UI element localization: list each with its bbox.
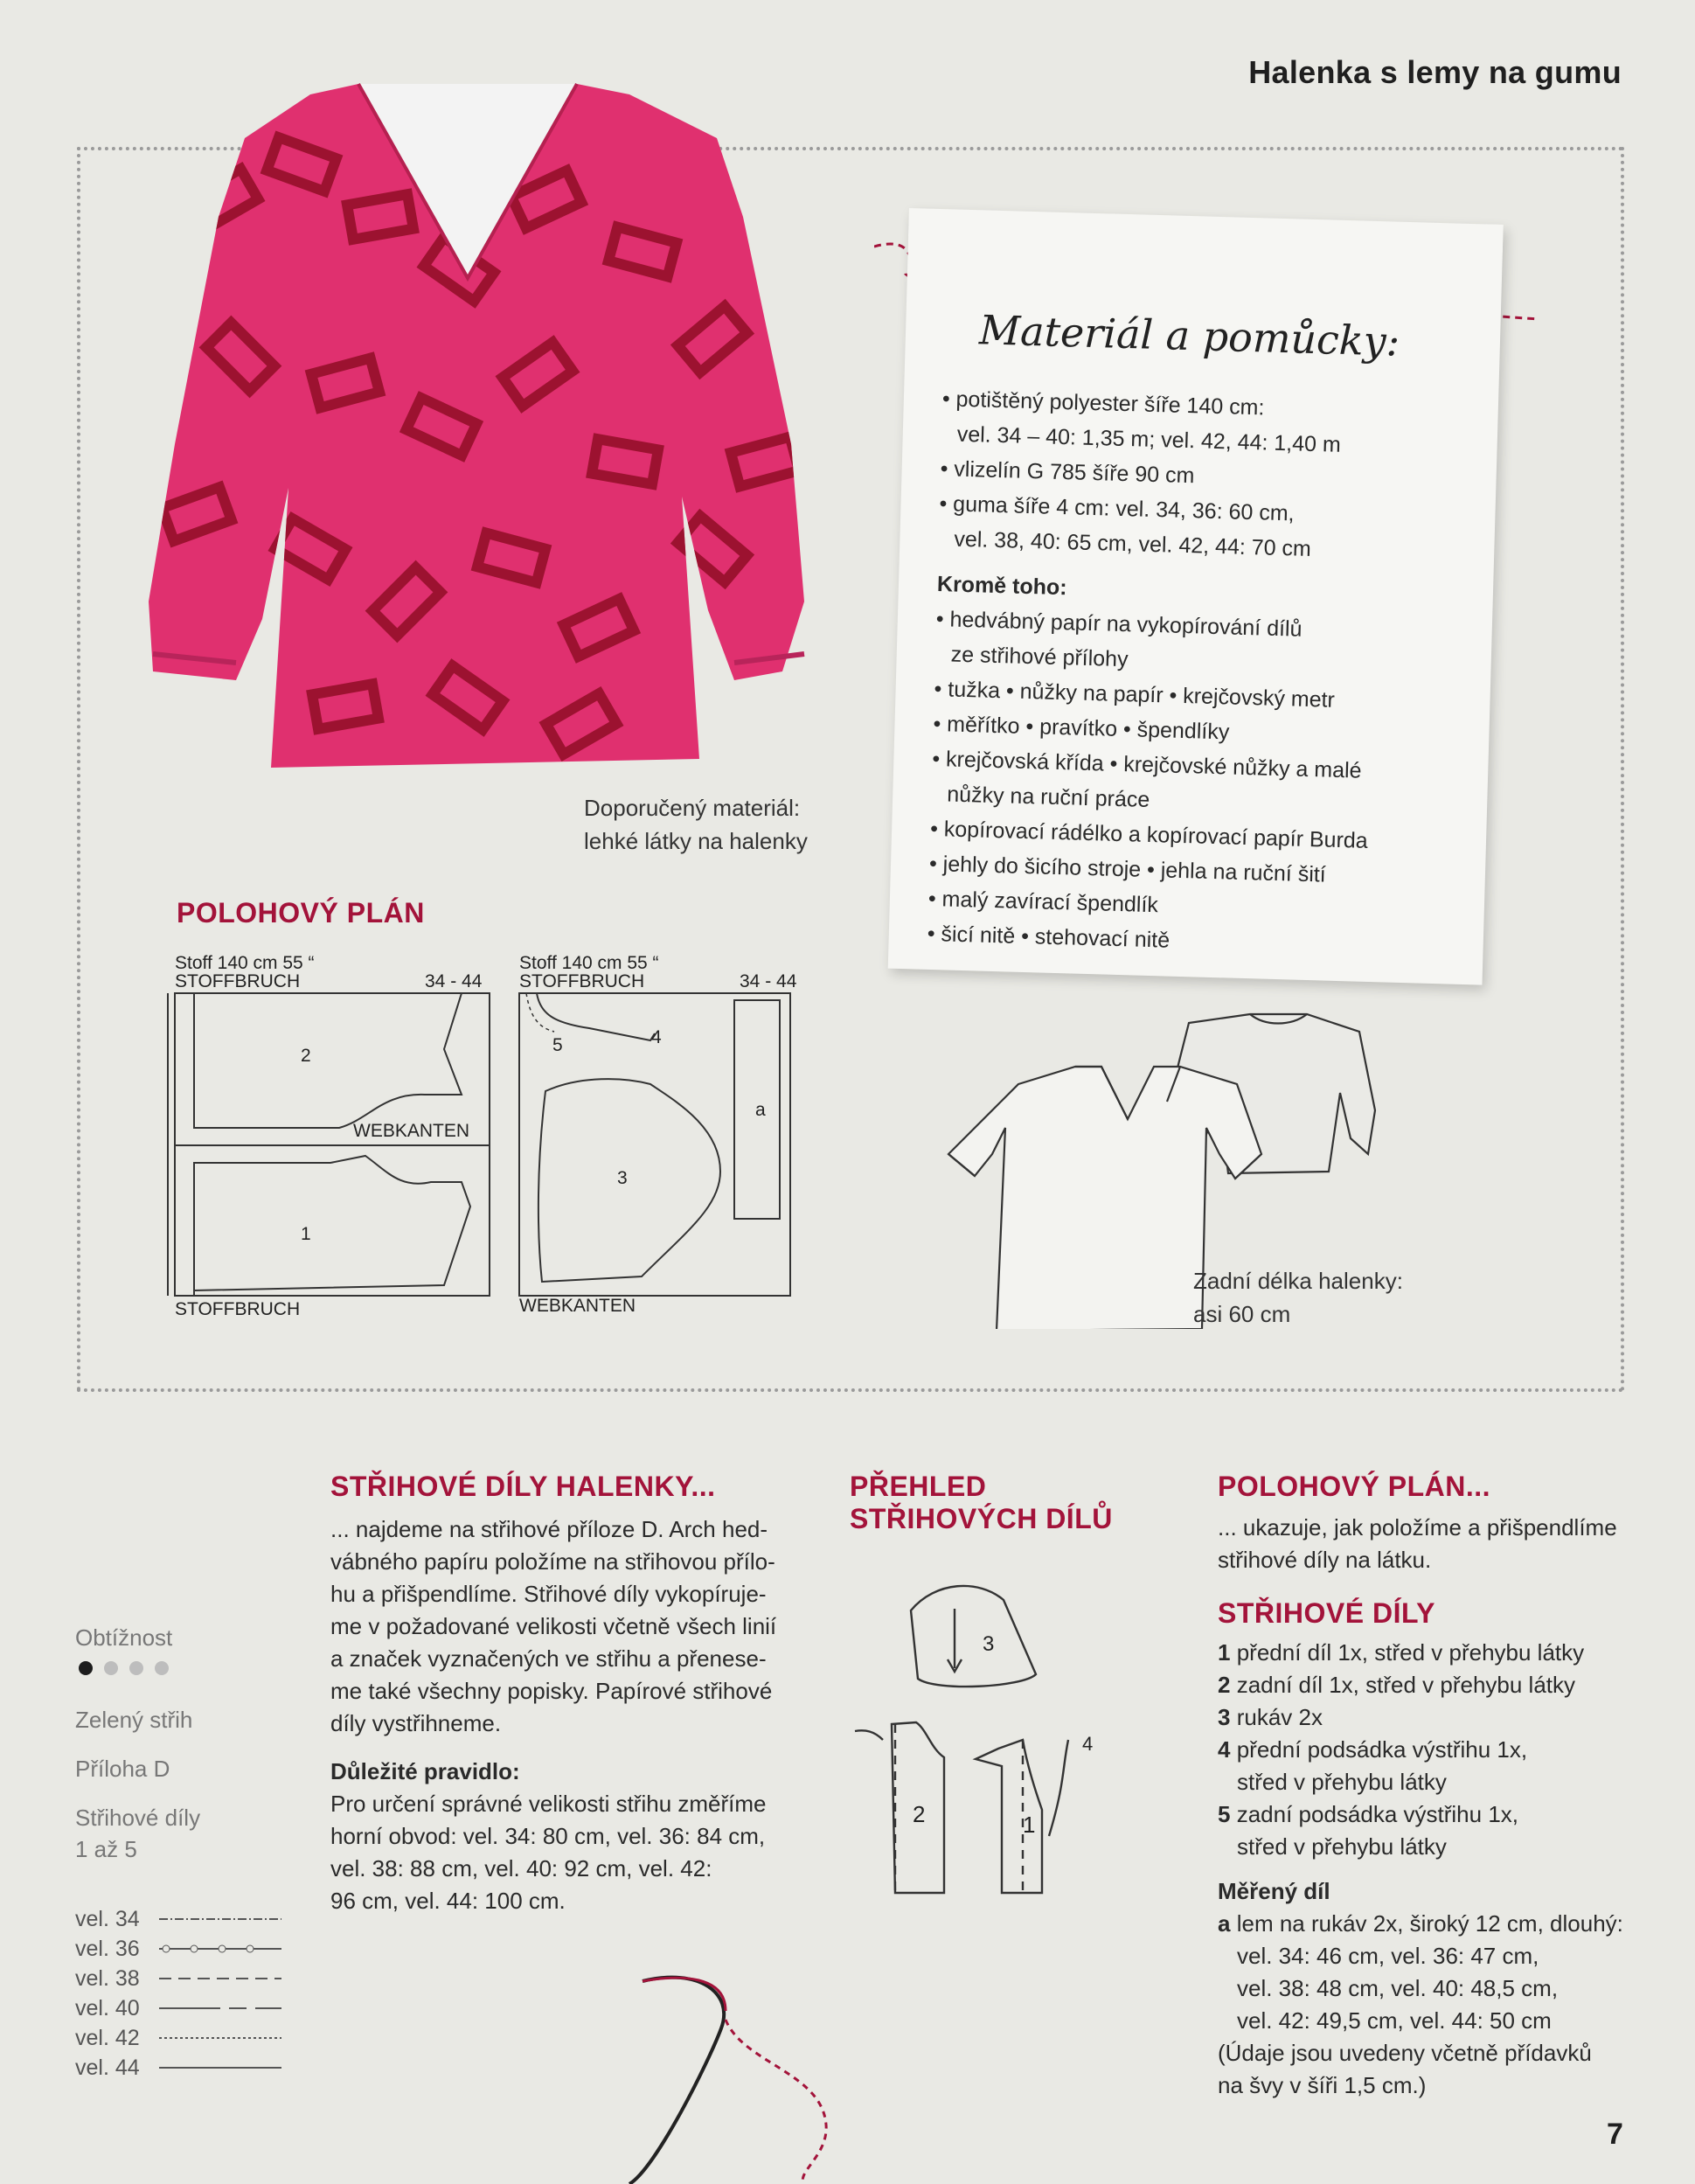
piece-row bbox=[1218, 1734, 1655, 1766]
overview-piece-4: 4 bbox=[1082, 1733, 1094, 1755]
col1-line: a značek vyznačených ve střihu a přenese- bbox=[330, 1645, 767, 1672]
size-label: vel. 42 bbox=[75, 2025, 140, 2050]
extra-item: • tužka • nůžky na papír • krejčovský metr bbox=[934, 677, 1336, 713]
extra-item: • šicí nitě • stehovací nitě bbox=[927, 921, 1171, 953]
rule-body bbox=[330, 1788, 785, 1917]
piece-5-label: 5 bbox=[552, 1035, 563, 1055]
left-fabric-label: Stoff 140 cm 55 “ bbox=[175, 953, 315, 973]
layout-plan-title: POLOHOVÝ PLÁN bbox=[177, 897, 425, 929]
extra-item: • kopírovací rádélko a kopírovací papír Burda bbox=[929, 816, 1369, 853]
col1-line: díly vystřihneme. bbox=[330, 1710, 502, 1736]
pattern-color-label: Zelený střih bbox=[75, 1707, 193, 1733]
measured-line: vel. 34: 46 cm, vel. 36: 47 cm, bbox=[1237, 1943, 1539, 1969]
overview-piece-2: 2 bbox=[913, 1801, 926, 1827]
col1-line: ... najdeme na střihové příloze D. Arch hed- bbox=[330, 1516, 768, 1542]
piece-text: zadní díl 1x, střed v přehybu látky bbox=[1236, 1672, 1576, 1698]
right-selvage-label: WEBKANTEN bbox=[519, 1296, 636, 1316]
photo-caption-line1: Doporučený materiál: bbox=[584, 795, 801, 821]
measured-text: lem na rukáv 2x, široký 12 cm, dlouhý: bbox=[1236, 1910, 1623, 1937]
page-title: Halenka s lemy na gumu bbox=[1248, 54, 1622, 90]
materials-item: vel. 34 – 40: 1,35 m; vel. 42, 44: 1,40 m bbox=[956, 421, 1342, 457]
measured-line: vel. 38: 48 cm, vel. 40: 48,5 cm, bbox=[1237, 1975, 1559, 2001]
col3-intro-line: střihové díly na látku. bbox=[1218, 1547, 1432, 1573]
overview-piece-3: 3 bbox=[983, 1632, 995, 1656]
rule-title: Důležité pravidlo: bbox=[330, 1758, 520, 1784]
rule-line: horní obvod: vel. 34: 80 cm, vel. 36: 84 cm, bbox=[330, 1823, 766, 1849]
size-line-34 bbox=[159, 1914, 281, 1924]
extra-item: • hedvábný papír na vykopírování dílů bbox=[935, 607, 1303, 642]
col3-title: POLOHOVÝ PLÁN... bbox=[1218, 1471, 1491, 1502]
piece-row bbox=[1218, 1669, 1655, 1701]
materials-item: • guma šíře 4 cm: vel. 34, 36: 60 cm, bbox=[939, 491, 1295, 526]
size-row bbox=[75, 1904, 281, 1934]
measured-line: (Údaje jsou uvedeny včetně přídavků bbox=[1218, 2040, 1592, 2066]
photo-caption-line2: lehké látky na halenky bbox=[584, 828, 808, 854]
size-line-40 bbox=[159, 2003, 281, 2014]
measured-line bbox=[1218, 1908, 1655, 1940]
difficulty-dot bbox=[79, 1661, 93, 1675]
overview-piece-1: 1 bbox=[1023, 1812, 1036, 1838]
piece-text: rukáv 2x bbox=[1236, 1704, 1323, 1730]
column-overview bbox=[850, 1471, 1164, 1535]
piece-number: 2 bbox=[1218, 1672, 1231, 1698]
left-layout-diagram bbox=[164, 988, 497, 1303]
piece-row bbox=[1218, 1798, 1655, 1831]
materials-card bbox=[888, 208, 1504, 985]
piece-number: 1 bbox=[1218, 1639, 1231, 1666]
measured-list bbox=[1218, 1908, 1655, 2102]
piece-text: přední podsádka výstřihu 1x, bbox=[1236, 1736, 1528, 1763]
piece-row bbox=[1218, 1637, 1655, 1669]
photo-caption bbox=[584, 791, 808, 858]
difficulty-dot bbox=[129, 1661, 143, 1675]
materials-item: vel. 38, 40: 65 cm, vel. 42, 44: 70 cm bbox=[954, 526, 1312, 561]
col1-body bbox=[330, 1513, 785, 1740]
measured-line: vel. 42: 49,5 cm, vel. 44: 50 cm bbox=[1237, 2007, 1552, 2034]
right-fabric-label: Stoff 140 cm 55 “ bbox=[519, 953, 659, 973]
col1-title: STŘIHOVÉ DÍLY HALENKY... bbox=[330, 1471, 716, 1502]
sketch-caption bbox=[1193, 1264, 1403, 1331]
col1-line: hu a přišpendlíme. Střihové díly vykopíruje- bbox=[330, 1581, 767, 1607]
extra-item: nůžky na ruční práce bbox=[946, 782, 1150, 812]
col3-intro-line: ... ukazuje, jak položíme a přišpendlíme bbox=[1218, 1514, 1617, 1541]
piece-a-label: a bbox=[755, 1100, 766, 1120]
difficulty-dot bbox=[104, 1661, 118, 1675]
size-label: vel. 34 bbox=[75, 1906, 140, 1931]
measured-title: Měřený díl bbox=[1218, 1878, 1330, 1904]
page-number: 7 bbox=[1607, 2118, 1623, 2151]
size-label: vel. 36 bbox=[75, 1936, 140, 1961]
left-selvage-label: WEBKANTEN bbox=[353, 1121, 470, 1141]
pieces-list bbox=[1218, 1637, 1655, 1863]
left-fold-top-label: STOFFBRUCH bbox=[175, 971, 301, 991]
size-line-42 bbox=[159, 2033, 281, 2043]
piece-2-label: 2 bbox=[301, 1046, 311, 1066]
left-fold-bottom-label: STOFFBRUCH bbox=[175, 1299, 301, 1319]
measured-line: na švy v šíři 1,5 cm.) bbox=[1218, 2072, 1427, 2098]
right-fold-top-label: STOFFBRUCH bbox=[519, 971, 645, 991]
pieces-title: STŘIHOVÉ DÍLY bbox=[1218, 1597, 1435, 1629]
rule-line: vel. 38: 88 cm, vel. 40: 92 cm, vel. 42: bbox=[330, 1855, 712, 1881]
pieces-label-line2: 1 až 5 bbox=[75, 1836, 137, 1862]
left-sizes-label: 34 - 44 bbox=[425, 971, 483, 991]
rule-line: 96 cm, vel. 44: 100 cm. bbox=[330, 1888, 566, 1914]
column-pattern-pieces bbox=[330, 1471, 785, 1917]
difficulty-dots bbox=[79, 1661, 180, 1680]
supplement-label: Příloha D bbox=[75, 1756, 170, 1782]
piece-4-label: 4 bbox=[651, 1027, 662, 1047]
col2-title-line1: PŘEHLED bbox=[850, 1471, 987, 1502]
piece-row bbox=[1218, 1831, 1655, 1863]
sketch-caption-line2: asi 60 cm bbox=[1193, 1301, 1291, 1327]
size-line-36 bbox=[159, 1944, 281, 1954]
piece-text: střed v přehybu látky bbox=[1237, 1833, 1447, 1860]
piece-text: přední díl 1x, střed v přehybu látky bbox=[1236, 1639, 1585, 1666]
materials-title: Materiál a pomůcky: bbox=[978, 306, 1400, 365]
size-legend bbox=[75, 1904, 281, 2083]
blouse-photo bbox=[140, 77, 822, 776]
extra-item: • krejčovská křída • krejčovské nůžky a malé bbox=[932, 746, 1362, 783]
difficulty-dot bbox=[155, 1661, 169, 1675]
materials-item: • vlizelín G 785 šíře 90 cm bbox=[940, 456, 1195, 489]
piece-row bbox=[1218, 1766, 1655, 1798]
piece-text: střed v přehybu látky bbox=[1237, 1769, 1447, 1795]
col1-line: me v požadované velikosti včetně všech linií bbox=[330, 1613, 777, 1639]
difficulty-label: Obtížnost bbox=[75, 1624, 173, 1651]
extra-item: • malý zavírací špendlík bbox=[927, 886, 1159, 918]
extra-item: ze střihové přílohy bbox=[950, 642, 1129, 672]
piece-3-label: 3 bbox=[617, 1168, 628, 1188]
materials-list bbox=[927, 384, 1467, 968]
piece-1-label: 1 bbox=[301, 1224, 311, 1244]
piece-number: 5 bbox=[1218, 1801, 1231, 1827]
size-line-38 bbox=[159, 1973, 281, 1984]
column-layout-plan bbox=[1218, 1471, 1655, 2102]
extra-item: • jehly do šicího stroje • jehla na ruční šití bbox=[928, 851, 1327, 887]
sketch-caption-line1: Zadní délka halenky: bbox=[1193, 1268, 1403, 1294]
extra-item: • měřítko • pravítko • špendlíky bbox=[933, 712, 1230, 745]
size-row bbox=[75, 2023, 281, 2053]
piece-number: 4 bbox=[1218, 1736, 1231, 1763]
col3-intro bbox=[1218, 1512, 1655, 1576]
needle-thread-illustration bbox=[603, 1967, 848, 2184]
right-sizes-label: 34 - 44 bbox=[740, 971, 797, 991]
materials-item: • potištěný polyester šíře 140 cm: bbox=[941, 386, 1265, 421]
size-row bbox=[75, 2053, 281, 2083]
size-label: vel. 40 bbox=[75, 1995, 140, 2021]
size-label: vel. 44 bbox=[75, 2055, 140, 2080]
pieces-label-line1: Střihové díly bbox=[75, 1805, 201, 1831]
measured-letter: a bbox=[1218, 1910, 1231, 1937]
size-row bbox=[75, 1993, 281, 2023]
extra-title: Kromě toho: bbox=[936, 572, 1067, 601]
piece-number: 3 bbox=[1218, 1704, 1231, 1730]
size-line-44 bbox=[159, 2062, 281, 2073]
rule-line: Pro určení správné velikosti střihu změříme bbox=[330, 1791, 767, 1817]
size-row bbox=[75, 1964, 281, 1993]
size-label: vel. 38 bbox=[75, 1965, 140, 1991]
col1-line: vábného papíru položíme na střihovou přílo- bbox=[330, 1548, 775, 1575]
col1-line: me také všechny popisky. Papírové střihové bbox=[330, 1678, 773, 1704]
col2-title-line2: STŘIHOVÝCH DÍLŮ bbox=[850, 1503, 1113, 1534]
piece-row bbox=[1218, 1701, 1655, 1734]
size-row bbox=[75, 1934, 281, 1964]
piece-text: zadní podsádka výstřihu 1x, bbox=[1236, 1801, 1518, 1827]
